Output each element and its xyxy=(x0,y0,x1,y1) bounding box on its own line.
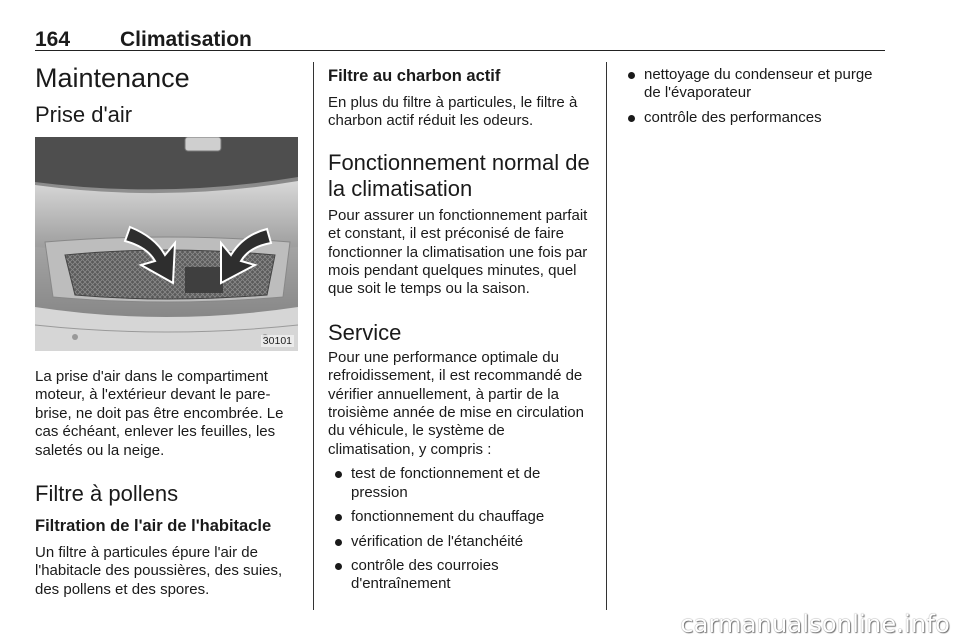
heading-air-intake: Prise d'air xyxy=(35,102,133,127)
carbon-filter-text: En plus du filtre à particules, le filtre à charbon actif réduit les odeurs. xyxy=(328,94,578,130)
service-checklist-continued xyxy=(621,66,881,127)
service-text: Pour une performance optimale du refroidissement, il est recommandé de vérifier annuellement, à partir de la troisième année de mise en circulation du véhicule, le système de climatisation, y compris : xyxy=(328,348,584,458)
section-title-maintenance: Maintenance xyxy=(35,63,190,93)
bullet-icon xyxy=(628,115,635,122)
air-intake-illustration xyxy=(35,137,298,351)
heading-service: Service xyxy=(328,319,402,345)
list-item: contrôle des performances xyxy=(621,109,881,127)
bullet-icon xyxy=(335,563,342,570)
column-divider-1 xyxy=(313,62,314,610)
air-intake-text: La prise d'air dans le compartiment moteur, à l'extérieur devant le pare-brise, ne doit pas être encombrée. Le cas échéant, enlever les feuilles, les saletés ou la neige. xyxy=(35,368,284,459)
list-item: test de fonctionnement et de pression xyxy=(328,465,594,502)
list-item: nettoyage du condenseur et purge de l'évaporateur xyxy=(621,66,881,103)
column-1 xyxy=(35,62,301,599)
bullet-icon xyxy=(335,514,342,521)
service-checklist xyxy=(328,465,594,593)
watermark: carmanualsonline.info xyxy=(680,610,950,638)
heading-carbon-filter: Filtre au charbon actif xyxy=(328,67,501,85)
cabin-filtration-text: Un filtre à particules épure l'air de l'habitacle des poussières, des suies, des pollens et des spores. xyxy=(35,544,283,598)
column-divider-2 xyxy=(606,62,607,610)
figure-reference-number: 30101 xyxy=(262,335,292,347)
list-item: vérification de l'étanchéité xyxy=(328,533,594,551)
header-rule xyxy=(35,50,885,51)
air-intake-figure xyxy=(35,137,298,351)
list-item: contrôle des courroies d'entraînement xyxy=(328,557,594,594)
heading-cabin-filtration: Filtration de l'air de l'habitacle xyxy=(35,517,272,536)
heading-normal-operation: Fonctionnement normal de la climatisation xyxy=(328,149,590,201)
column-2 xyxy=(328,62,594,594)
normal-operation-text: Pour assurer un fonctionnement parfait et constant, il est préconisé de faire fonctionner la climatisation une fois par mois pendant quelques minutes, quel que soit le temps ou la saison. xyxy=(328,206,588,298)
column-3 xyxy=(621,62,881,127)
heading-pollen-filter: Filtre à pollens xyxy=(35,481,179,507)
list-item: fonctionnement du chauffage xyxy=(328,508,594,526)
bullet-icon xyxy=(628,72,635,79)
page-number: 164 xyxy=(35,28,71,51)
bullet-icon xyxy=(335,471,342,478)
chapter-title: Climatisation xyxy=(120,28,252,51)
bullet-icon xyxy=(335,539,342,546)
